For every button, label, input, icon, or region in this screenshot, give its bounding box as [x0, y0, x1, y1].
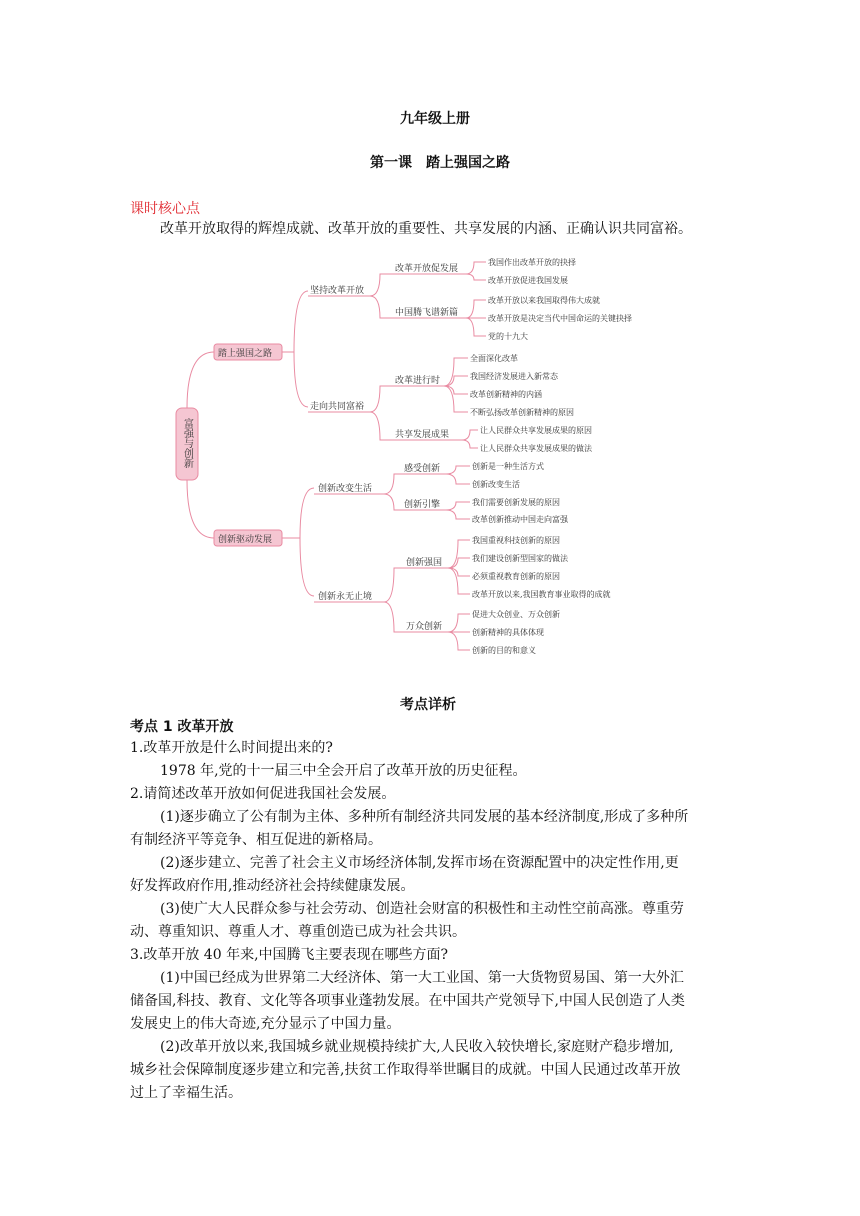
answer-2-2-cont: 好发挥政府作用,推动经济社会持续健康发展。	[130, 878, 415, 894]
l3-label: 改革进行时	[395, 376, 441, 386]
question-2: 2.请简述改革开放如何促进我国社会发展。	[130, 786, 396, 802]
answer-2-3-cont: 动、尊重知识、尊重人才、尊重创造已成为社会共识。	[130, 924, 466, 940]
l2-label: 创新改变生活	[318, 484, 373, 494]
leaf-label: 改革开放以来,我国教育事业取得的成就	[472, 590, 611, 599]
leaf-label: 改革开放以来我国取得伟大成就	[488, 296, 600, 305]
leaf-label: 让人民群众共享发展成果的做法	[480, 444, 592, 453]
leaf-label: 我国经济发展进入新常态	[470, 372, 558, 381]
answer-2-1: (1)逐步确立了公有制为主体、多种所有制经济共同发展的基本经济制度,形成了多种所	[160, 809, 689, 825]
l3-label: 创新强国	[406, 558, 443, 568]
leaf-label: 我们需要创新发展的原因	[472, 498, 560, 507]
leaf-label: 改革创新推动中国走向富强	[472, 515, 568, 524]
l3-label: 感受创新	[404, 464, 441, 474]
leaf-label: 全面深化改革	[470, 354, 518, 363]
answer-3-1-cont: 储备国,科技、教育、文化等各项事业蓬勃发展。在中国共产党领导下,中国人民创造了人类	[130, 993, 685, 1009]
section-title: 考点详析	[400, 697, 456, 713]
leaf-label: 创新精神的具体体现	[472, 628, 544, 637]
kaodian-heading: 考点 1 改革开放	[130, 719, 234, 735]
l3-label: 万众创新	[406, 622, 443, 632]
question-1: 1.改革开放是什么时间提出来的?	[130, 740, 333, 756]
leaf-label: 我国重视科技创新的原因	[472, 536, 560, 545]
answer-1: 1978 年,党的十一届三中全会开启了改革开放的历史征程。	[160, 763, 527, 779]
root-label: 富强与创新	[181, 418, 193, 468]
leaf-label: 创新的目的和意义	[472, 646, 536, 655]
grade-title: 九年级上册	[400, 111, 470, 127]
l1-label: 创新驱动发展	[218, 535, 273, 545]
leaf-label: 必须重视教育创新的原因	[472, 572, 560, 581]
core-text: 改革开放取得的辉煌成就、改革开放的重要性、共享发展的内涵、正确认识共同富裕。	[160, 221, 692, 237]
leaf-label: 促进大众创业、万众创新	[472, 610, 560, 619]
answer-3-1: (1)中国已经成为世界第二大经济体、第一大工业国、第一大货物贸易国、第一大外汇	[160, 970, 684, 986]
l3-label: 中国腾飞谱新篇	[395, 308, 459, 318]
answer-2-1-cont: 有制经济平等竞争、相互促进的新格局。	[130, 832, 382, 848]
answer-2-3: (3)使广大人民群众参与社会劳动、创造社会财富的积极性和主动性空前高涨。尊重劳	[160, 901, 684, 917]
l1-label: 踏上强国之路	[218, 349, 273, 359]
leaf-label: 党的十九大	[488, 332, 528, 341]
leaf-label: 改革创新精神的内涵	[470, 390, 542, 399]
l2-label: 走向共同富裕	[310, 402, 365, 412]
answer-3-2-cont: 城乡社会保障制度逐步建立和完善,扶贫工作取得举世瞩目的成就。中国人民通过改革开放	[130, 1062, 681, 1078]
l3-label: 创新引擎	[404, 500, 441, 510]
l2-label: 坚持改革开放	[310, 286, 365, 296]
leaf-label: 创新是一种生活方式	[472, 462, 544, 471]
lesson-title: 第一课 踏上强国之路	[370, 155, 510, 171]
leaf-label: 改革开放是决定当代中国命运的关键抉择	[488, 314, 632, 323]
core-label: 课时核心点	[130, 201, 200, 217]
l2-label: 创新永无止境	[318, 592, 373, 602]
leaf-label: 改革开放促进我国发展	[488, 276, 568, 285]
leaf-label: 我国作出改革开放的抉择	[488, 258, 576, 267]
leaf-label: 创新改变生活	[472, 480, 520, 489]
answer-3-2-cont: 过上了幸福生活。	[130, 1085, 242, 1101]
leaf-label: 让人民群众共享发展成果的原因	[480, 426, 592, 435]
l3-label: 改革开放促发展	[395, 264, 459, 274]
leaf-label: 不断弘扬改革创新精神的原因	[470, 408, 574, 417]
answer-2-2: (2)逐步建立、完善了社会主义市场经济体制,发挥市场在资源配置中的决定性作用,更	[160, 855, 679, 871]
question-3: 3.改革开放 40 年来,中国腾飞主要表现在哪些方面?	[130, 947, 449, 963]
answer-3-1-cont: 发展史上的伟大奇迹,充分显示了中国力量。	[130, 1016, 401, 1032]
l3-label: 共享发展成果	[395, 430, 450, 440]
leaf-label: 我们建设创新型国家的做法	[472, 554, 568, 563]
answer-3-2: (2)改革开放以来,我国城乡就业规模持续扩大,人民收入较快增长,家庭财产稳步增加,	[160, 1039, 674, 1055]
